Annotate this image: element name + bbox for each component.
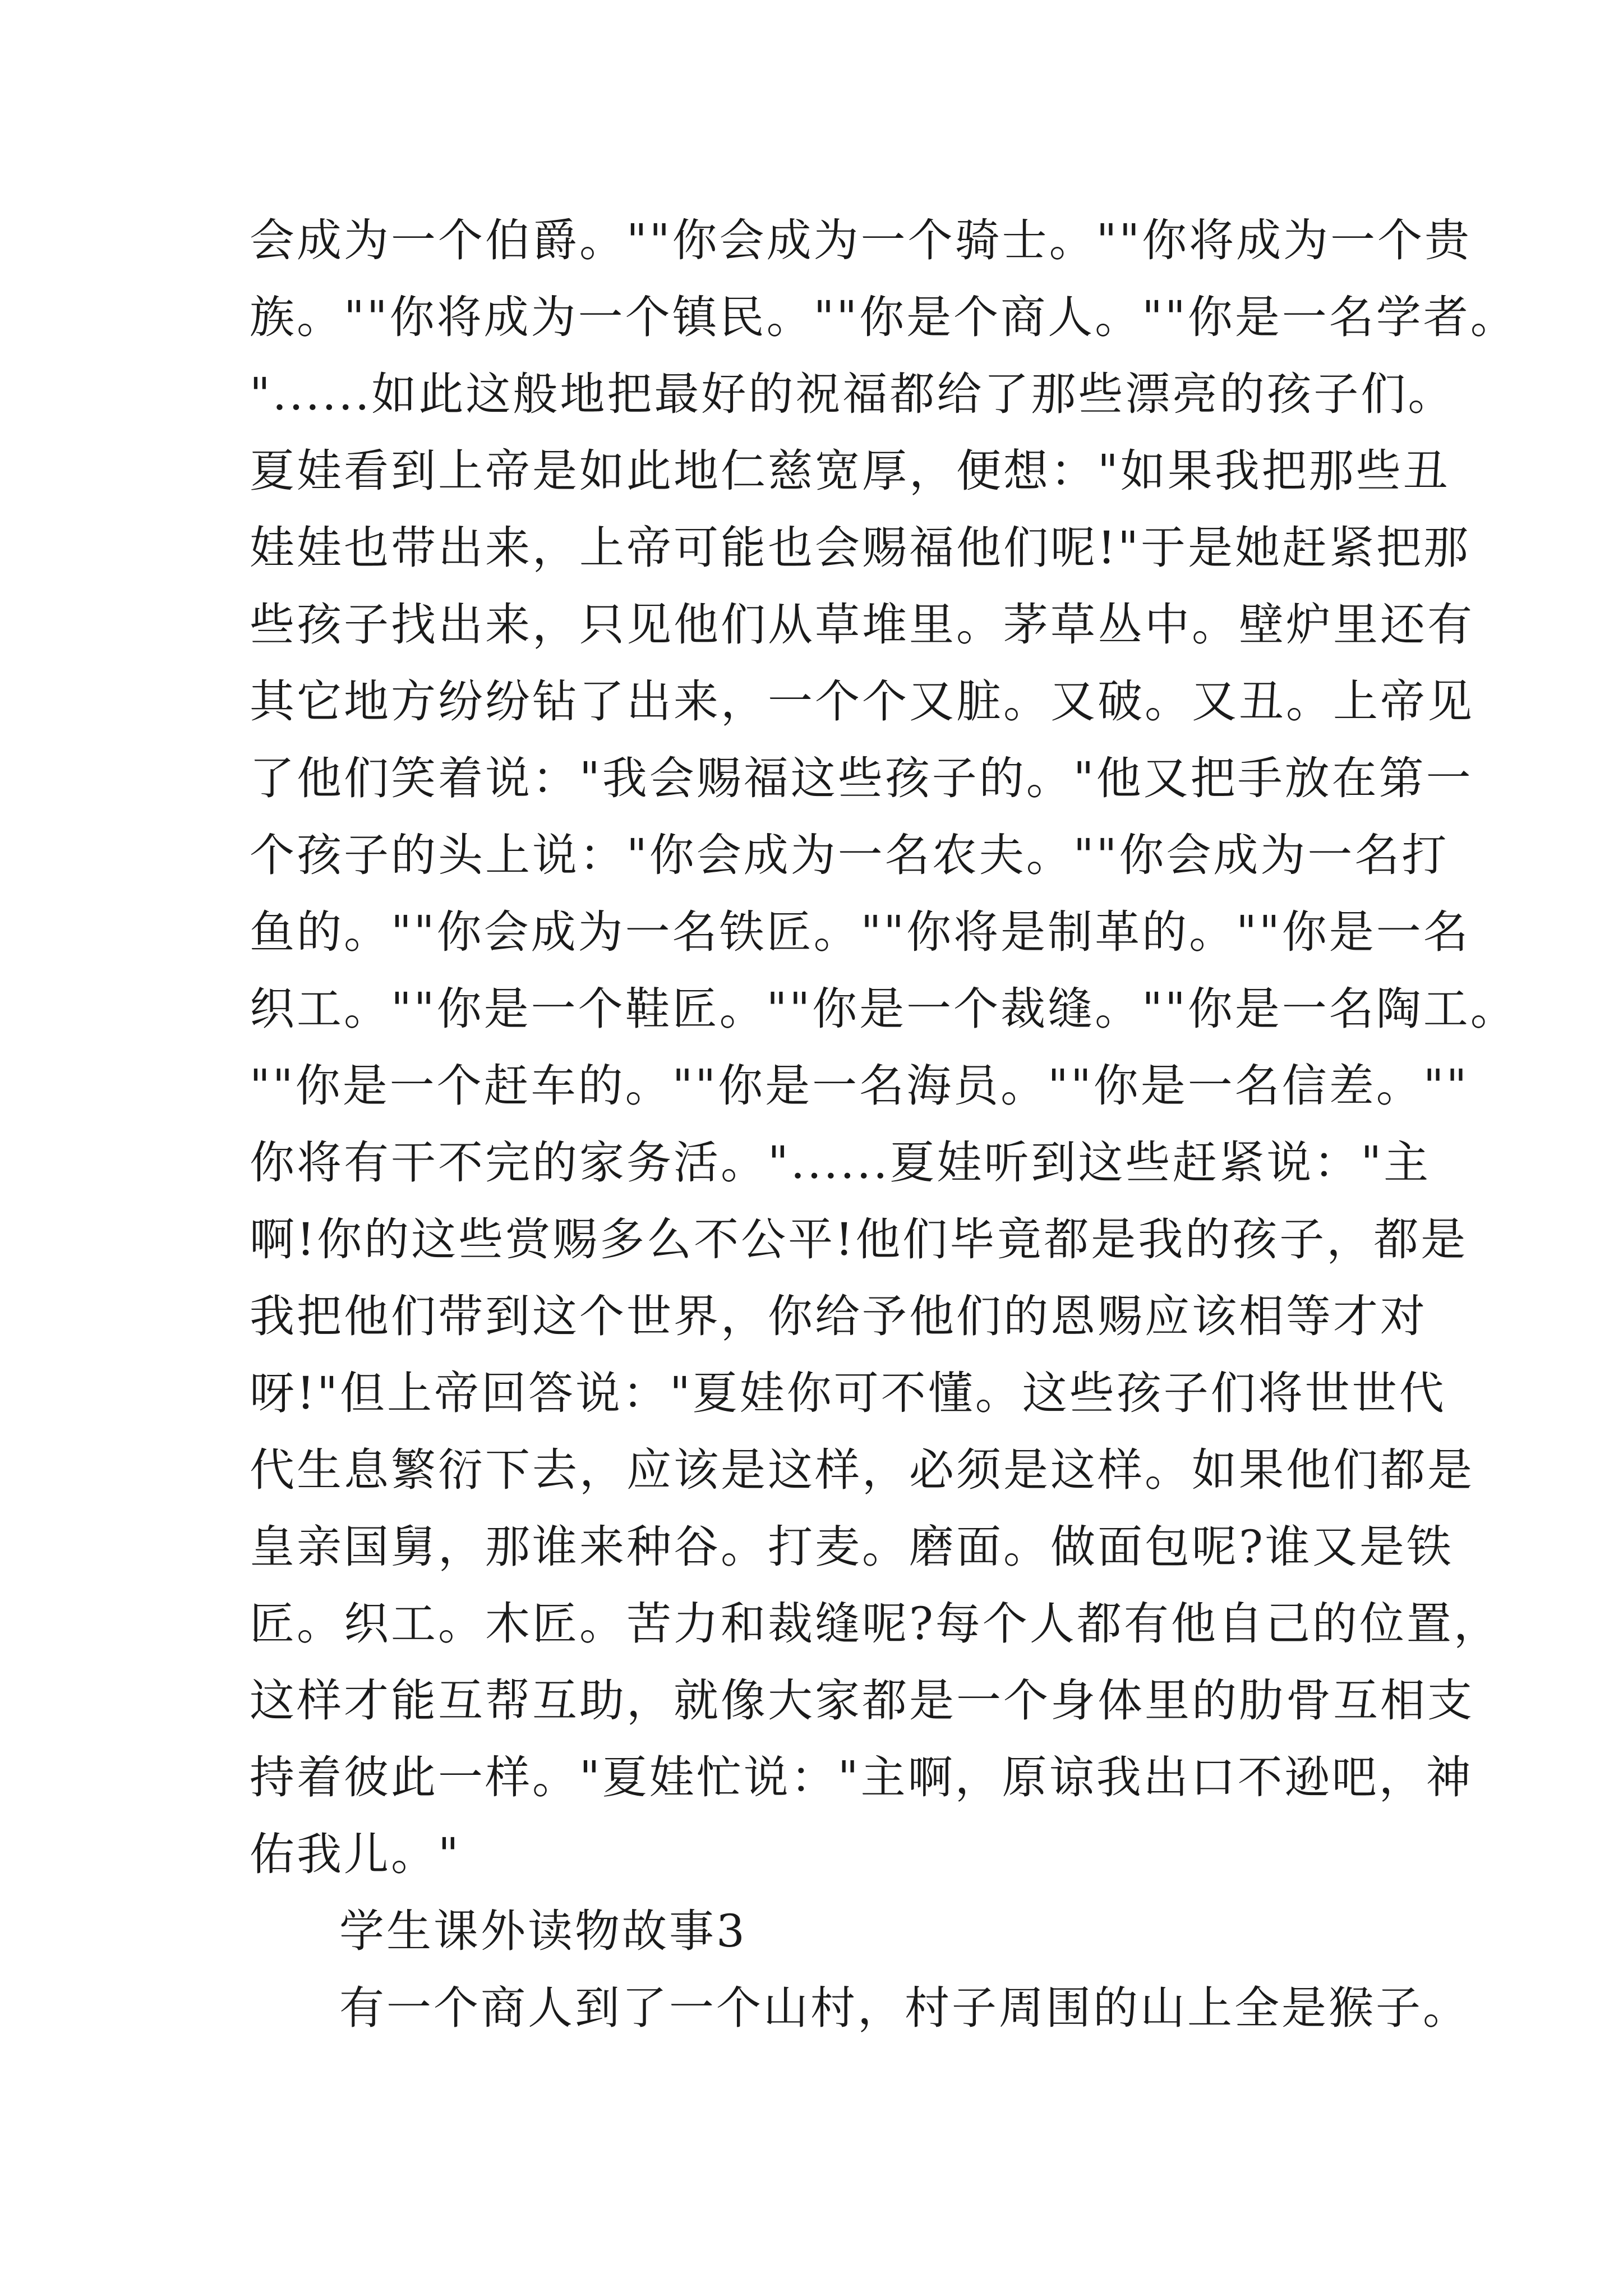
text-line: 佑我儿。" bbox=[250, 1828, 461, 1880]
text-line: 这样才能互帮互助，就像大家都是一个身体里的肋骨互相支 bbox=[250, 1674, 1474, 1727]
text-line: 其它地方纷纷钻了出来，一个个又脏。又破。又丑。上帝见 bbox=[250, 675, 1474, 728]
text-line: 匠。织工。木匠。苦力和裁缝呢?每个人都有他自己的位置， bbox=[250, 1598, 1501, 1650]
text-line: 我把他们带到这个世界，你给予他们的恩赐应该相等才对 bbox=[250, 1290, 1427, 1342]
text-line: 代生息繁衍下去，应该是这样，必须是这样。如果他们都是 bbox=[250, 1444, 1474, 1496]
text-line: 呀!"但上帝回答说："夏娃你可不懂。这些孩子们将世世代 bbox=[250, 1367, 1446, 1419]
paragraph-first-line: 有一个商人到了一个山村，村子周围的山上全是猴子。 bbox=[339, 1982, 1470, 2034]
text-line: 持着彼此一样。"夏娃忙说："主啊，原谅我出口不逊吧，神 bbox=[250, 1751, 1473, 1803]
text-line: 娃娃也带出来，上帝可能也会赐福他们呢!"于是她赶紧把那 bbox=[250, 522, 1470, 574]
text-line: 夏娃看到上帝是如此地仁慈宽厚，便想："如果我把那些丑 bbox=[250, 445, 1450, 497]
text-line: 了他们笑着说："我会赐福这些孩子的。"他又把手放在第一 bbox=[250, 752, 1473, 804]
text-line: 个孩子的头上说："你会成为一名农夫。""你会成为一名打 bbox=[250, 829, 1449, 881]
text-line: 你将有干不完的家务活。"......夏娃听到这些赶紧说："主 bbox=[250, 1137, 1431, 1189]
text-line: 些孩子找出来，只见他们从草堆里。茅草丛中。壁炉里还有 bbox=[250, 599, 1474, 651]
text-line: ""你是一个赶车的。""你是一名海员。""你是一名信差。"" bbox=[250, 1060, 1469, 1112]
text-line: 织工。""你是一个鞋匠。""你是一个裁缝。""你是一名陶工。 bbox=[250, 983, 1518, 1035]
text-line: 鱼的。""你会成为一名铁匠。""你将是制革的。""你是一名 bbox=[250, 906, 1470, 958]
text-line: 会成为一个伯爵。""你会成为一个骑士。""你将成为一个贵 bbox=[250, 214, 1472, 266]
text-line: "......如此这般地把最好的祝福都给了那些漂亮的孩子们。 bbox=[250, 368, 1455, 420]
section-heading: 学生课外读物故事3 bbox=[339, 1905, 747, 1957]
text-line: 啊!你的这些赏赐多么不公平!他们毕竟都是我的孩子，都是 bbox=[250, 1213, 1468, 1266]
text-line: 皇亲国舅，那谁来种谷。打麦。磨面。做面包呢?谁又是铁 bbox=[250, 1521, 1454, 1573]
story-text bbox=[250, 202, 1518, 2046]
text-line: 族。""你将成为一个镇民。""你是个商人。""你是一名学者。 bbox=[250, 291, 1518, 343]
